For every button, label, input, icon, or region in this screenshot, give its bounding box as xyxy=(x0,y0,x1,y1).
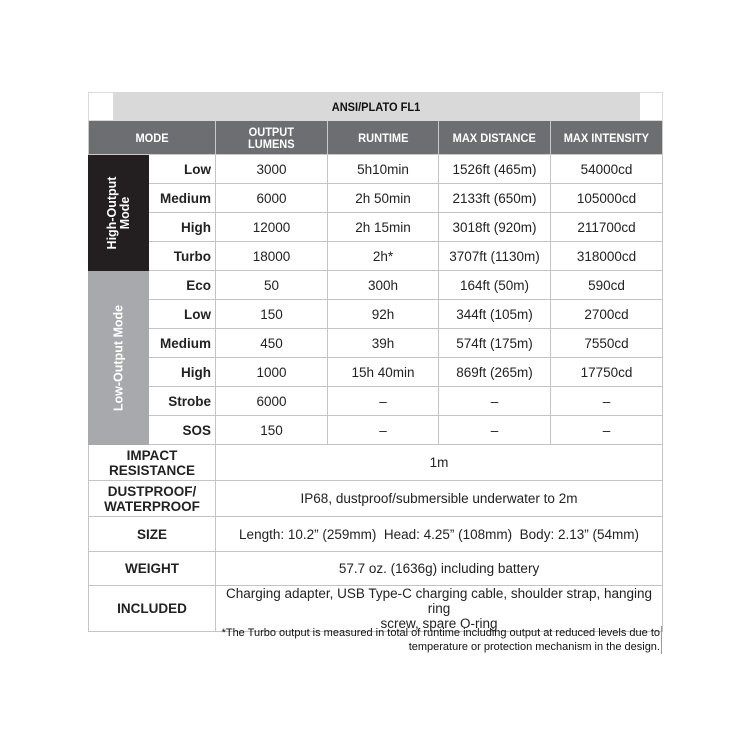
runtime-cell: 15h 40min xyxy=(328,358,439,387)
distance-cell: 869ft (265m) xyxy=(439,358,551,387)
lumens-cell: 6000 xyxy=(216,387,328,416)
runtime-cell: 2h 50min xyxy=(328,184,439,213)
lumens-cell: 50 xyxy=(216,271,328,300)
table-row xyxy=(89,155,663,184)
distance-cell: – xyxy=(439,416,551,445)
runtime-cell: 2h* xyxy=(328,242,439,271)
mode-name: Low xyxy=(149,300,216,329)
mode-name: Eco xyxy=(149,271,216,300)
runtime-cell: 300h xyxy=(328,271,439,300)
table-row xyxy=(89,358,663,387)
group-low-output xyxy=(89,271,149,445)
info-value: 1m xyxy=(216,445,663,481)
header-runtime: RUNTIME xyxy=(328,121,439,155)
lumens-cell: 150 xyxy=(216,416,328,445)
table-row xyxy=(89,213,663,242)
intensity-cell: 54000cd xyxy=(551,155,663,184)
info-row-included xyxy=(89,586,663,632)
group-high-output-label: High-Output Mode xyxy=(104,176,132,249)
header-max-intensity: MAX INTENSITY xyxy=(551,121,663,155)
intensity-cell: – xyxy=(551,416,663,445)
table-row xyxy=(89,329,663,358)
info-row-size xyxy=(89,517,663,552)
mode-name: High xyxy=(149,358,216,387)
table-row xyxy=(89,271,663,300)
intensity-cell: 318000cd xyxy=(551,242,663,271)
distance-cell: – xyxy=(439,387,551,416)
lumens-cell: 150 xyxy=(216,300,328,329)
mode-name: Medium xyxy=(149,184,216,213)
runtime-cell: 39h xyxy=(328,329,439,358)
runtime-cell: – xyxy=(328,387,439,416)
distance-cell: 344ft (105m) xyxy=(439,300,551,329)
table-row xyxy=(89,416,663,445)
intensity-cell: 17750cd xyxy=(551,358,663,387)
runtime-cell: 92h xyxy=(328,300,439,329)
lumens-cell: 6000 xyxy=(216,184,328,213)
runtime-cell: 2h 15min xyxy=(328,213,439,242)
lumens-cell: 18000 xyxy=(216,242,328,271)
info-value: Length: 10.2” (259mm) Head: 4.25” (108mm) Body: 2.13” (54mm) xyxy=(216,517,663,552)
distance-cell: 164ft (50m) xyxy=(439,271,551,300)
runtime-cell: – xyxy=(328,416,439,445)
table-row xyxy=(89,184,663,213)
group-high-output xyxy=(89,155,149,271)
info-row-impact xyxy=(89,445,663,481)
table-row xyxy=(89,300,663,329)
distance-cell: 574ft (175m) xyxy=(439,329,551,358)
info-row-weight xyxy=(89,552,663,586)
header-mode: MODE xyxy=(89,121,216,155)
intensity-cell: 105000cd xyxy=(551,184,663,213)
info-label: IMPACT RESISTANCE xyxy=(89,445,216,481)
intensity-cell: – xyxy=(551,387,663,416)
info-label: SIZE xyxy=(89,517,216,552)
info-label: WEIGHT xyxy=(89,552,216,586)
mode-name: Low xyxy=(149,155,216,184)
info-value: Charging adapter, USB Type-C charging cable, shoulder strap, hanging ring screw, spare O-ring xyxy=(216,586,663,632)
runtime-cell: 5h10min xyxy=(328,155,439,184)
info-value: 57.7 oz. (1636g) including battery xyxy=(216,552,663,586)
lumens-cell: 1000 xyxy=(216,358,328,387)
footnote: *The Turbo output is measured in total of runtime including output at reduced levels due to temperature or protection mechanism in the design. xyxy=(150,626,662,654)
header-row xyxy=(89,121,663,155)
group-low-output-label: Low-Output Mode xyxy=(111,304,125,411)
distance-cell: 3707ft (1130m) xyxy=(439,242,551,271)
intensity-cell: 590cd xyxy=(551,271,663,300)
mode-name: High xyxy=(149,213,216,242)
lumens-cell: 3000 xyxy=(216,155,328,184)
mode-name: Medium xyxy=(149,329,216,358)
lumens-cell: 12000 xyxy=(216,213,328,242)
info-label: DUSTPROOF/ WATERPROOF xyxy=(89,481,216,517)
info-label: INCLUDED xyxy=(89,586,216,632)
info-value: IP68, dustproof/submersible underwater to 2m xyxy=(216,481,663,517)
table-row xyxy=(89,242,663,271)
intensity-cell: 211700cd xyxy=(551,213,663,242)
spec-table xyxy=(88,92,663,632)
table-title: ANSI/PLATO FL1 xyxy=(111,93,639,121)
intensity-cell: 7550cd xyxy=(551,329,663,358)
mode-name: Strobe xyxy=(149,387,216,416)
distance-cell: 3018ft (920m) xyxy=(439,213,551,242)
lumens-cell: 450 xyxy=(216,329,328,358)
title-row xyxy=(89,93,663,121)
table-row xyxy=(89,387,663,416)
distance-cell: 1526ft (465m) xyxy=(439,155,551,184)
mode-name: SOS xyxy=(149,416,216,445)
header-max-distance: MAX DISTANCE xyxy=(439,121,551,155)
distance-cell: 2133ft (650m) xyxy=(439,184,551,213)
info-row-dustproof xyxy=(89,481,663,517)
mode-name: Turbo xyxy=(149,242,216,271)
header-output-lumens: OUTPUT LUMENS xyxy=(216,121,328,155)
intensity-cell: 2700cd xyxy=(551,300,663,329)
